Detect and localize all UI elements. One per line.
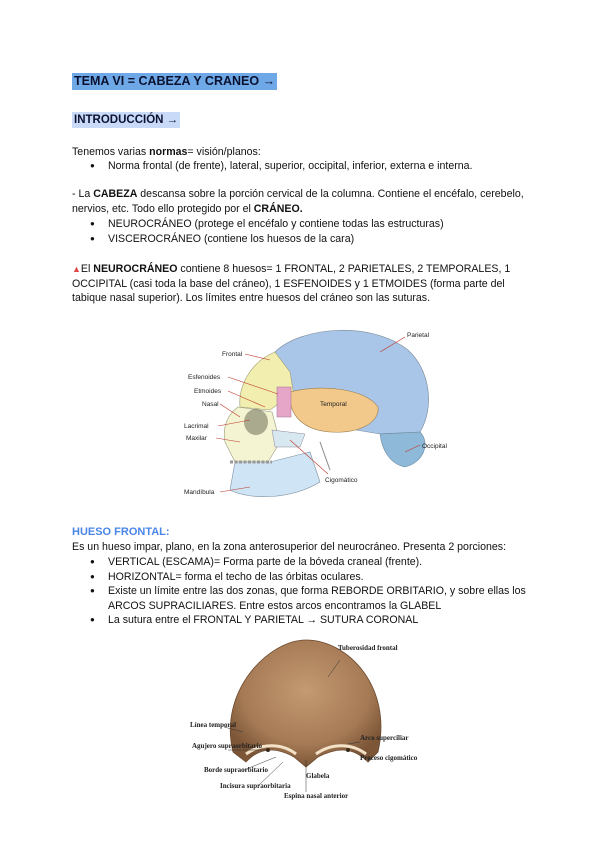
list-item: ● NEUROCRÁNEO (protege el encéfalo y contiene todas las estructuras) [90,217,535,232]
label-agujero-supraorbitario: Agujero supraorbitario [192,742,263,750]
label-esfenoides: Esfenoides [188,374,221,381]
list-item: ● La sutura entre el FRONTAL Y PARIETAL → SUTURA CORONAL [90,613,535,628]
label-incisura-supraorbitaria: Incisura supraorbitaria [220,782,291,790]
label-parietal: Parietal [407,332,430,339]
neurocraneo-paragraph: ▲El NEUROCRÁNEO contiene 8 huesos= 1 FRONTAL, 2 PARIETALES, 2 TEMPORALES, 1 OCCIPITAL (casi toda la base del cráneo), 1 ESFENOIDES y 1 ETMOIDES (forma parte del tabique nasal superior). Los límites entre huesos del cráneo son las suturas. [72,263,511,304]
label-tuberosidad-frontal: Tuberosidad frontal [338,644,398,652]
label-etmoides: Etmoides [194,388,222,395]
label-occipital: Occipital [422,443,447,450]
hueso-frontal-intro: Es un hueso impar, plano, en la zona anterosuperior del neurocráneo. Presenta 2 porciones: [72,541,507,553]
warning-triangle-icon: ▲ [72,264,81,274]
label-maxilar: Maxilar [186,435,207,442]
frontal-bone-figure [188,632,418,802]
label-arco-superciliar: Arco superciliar [360,734,409,742]
label-linea-temporal: Línea temporal [190,721,237,729]
list-item: ● HORIZONTAL= forma el techo de las órbitas oculares. [90,570,535,585]
list-item: ● Norma frontal (de frente), lateral, superior, occipital, inferior, externa e interna. [90,159,535,174]
page-title: TEMA VI = CABEZA Y CRANEO → [74,74,276,88]
label-nasal: Nasal [202,401,219,408]
label-glabela: Glabela [306,772,330,780]
list-item: ● VERTICAL (ESCAMA)= Forma parte de la bóveda craneal (frente). [90,555,535,570]
label-mandibula: Mandíbula [184,489,215,496]
normas-list [90,159,535,174]
label-cigomatico: Cigomático [325,477,358,484]
list-item: ● VISCEROCRÁNEO (contiene los huesos de la cara) [90,232,535,247]
label-proceso-cigomatico: Proceso cigomático [360,754,418,762]
hueso-frontal-heading: HUESO FRONTAL: [72,526,170,538]
label-temporal: Temporal [320,401,347,408]
normas-intro: Tenemos varias normas= visión/planos: [72,146,261,158]
label-borde-supraorbitario: Borde supraorbitario [204,766,268,774]
skull-lateral-figure [180,322,450,502]
label-espina-nasal: Espina nasal anterior [284,792,349,800]
hueso-frontal-list [90,555,535,628]
list-item: ● Existe un límite entre las dos zonas, que forma REBORDE ORBITARIO, y sobre ellas los ARCOS SUPRACILIARES. Entre estos arcos encontramos la GLABEL [90,584,535,613]
label-lacrimal: Lacrimal [184,423,209,430]
cabeza-paragraph: - La CABEZA descansa sobre la porción cervical de la columna. Contiene el encéfalo, cerebelo, nervios, etc. Todo ello protegido por el CRÁNEO. [72,188,524,215]
label-frontal: Frontal [222,351,243,358]
intro-heading: INTRODUCCIÓN → [74,114,179,126]
cabeza-list [90,217,535,246]
